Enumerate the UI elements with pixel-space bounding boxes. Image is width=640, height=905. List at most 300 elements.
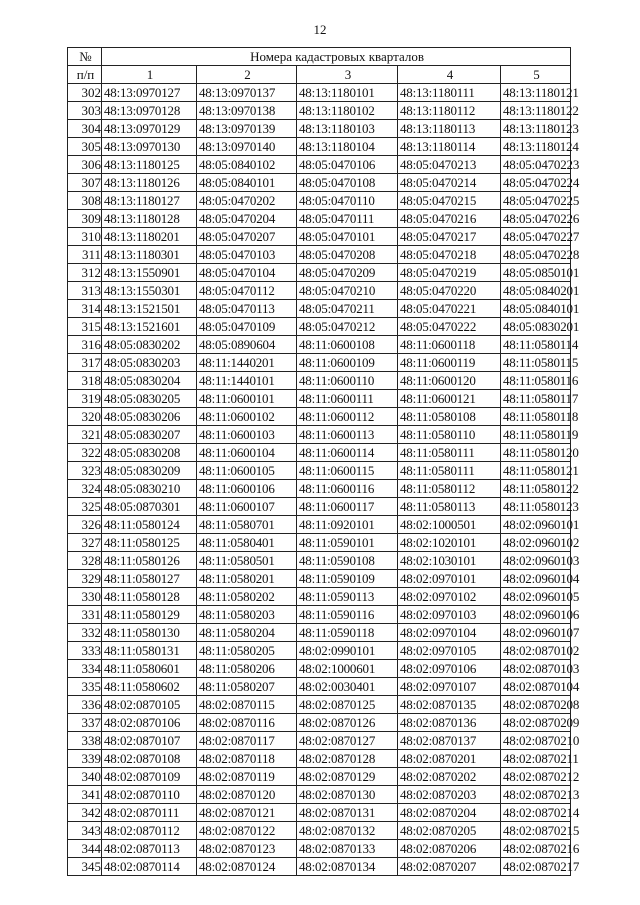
cadastral-quarter-cell: 48:02:0960103 — [501, 552, 571, 570]
cadastral-quarter-cell: 48:11:0600120 — [398, 372, 501, 390]
cadastral-quarter-cell: 48:02:0870208 — [501, 696, 571, 714]
row-number: 345 — [68, 858, 102, 876]
cadastral-quarter-cell: 48:02:0870132 — [297, 822, 398, 840]
row-number: 305 — [68, 138, 102, 156]
cadastral-quarter-cell: 48:02:0870111 — [102, 804, 197, 822]
table-row — [68, 642, 571, 660]
cadastral-quarter-cell: 48:11:0600113 — [297, 426, 398, 444]
cadastral-quarter-cell: 48:02:0870216 — [501, 840, 571, 858]
cadastral-quarter-cell: 48:11:0590101 — [297, 534, 398, 552]
row-number: 322 — [68, 444, 102, 462]
table-row — [68, 390, 571, 408]
cadastral-quarter-cell: 48:13:1180127 — [102, 192, 197, 210]
row-number: 320 — [68, 408, 102, 426]
table-row — [68, 372, 571, 390]
cadastral-quarter-cell: 48:05:0470104 — [197, 264, 297, 282]
cadastral-quarter-cell: 48:02:0870136 — [398, 714, 501, 732]
row-number: 330 — [68, 588, 102, 606]
cadastral-quarter-cell: 48:11:0580207 — [197, 678, 297, 696]
cadastral-quarter-cell: 48:05:0470216 — [398, 210, 501, 228]
cadastral-quarter-cell: 48:02:0870115 — [197, 696, 297, 714]
row-number: 316 — [68, 336, 102, 354]
row-number: 309 — [68, 210, 102, 228]
table-row — [68, 156, 571, 174]
cadastral-quarter-cell: 48:02:0960105 — [501, 588, 571, 606]
cadastral-quarter-cell: 48:02:0870107 — [102, 732, 197, 750]
cadastral-quarter-cell: 48:05:0470222 — [398, 318, 501, 336]
column-header-2: 2 — [197, 66, 297, 84]
cadastral-quarter-cell: 48:02:0870209 — [501, 714, 571, 732]
cadastral-quarter-cell: 48:02:0960104 — [501, 570, 571, 588]
cadastral-quarter-cell: 48:05:0470227 — [501, 228, 571, 246]
row-number: 319 — [68, 390, 102, 408]
cadastral-quarter-cell: 48:11:0590116 — [297, 606, 398, 624]
column-header-3: 3 — [297, 66, 398, 84]
cadastral-quarter-cell: 48:11:0600119 — [398, 354, 501, 372]
row-number: 304 — [68, 120, 102, 138]
cadastral-quarter-cell: 48:11:0580602 — [102, 678, 197, 696]
cadastral-quarter-cell: 48:02:0870133 — [297, 840, 398, 858]
row-number: 329 — [68, 570, 102, 588]
cadastral-quarter-cell: 48:02:0970101 — [398, 570, 501, 588]
cadastral-quarter-cell: 48:02:0030401 — [297, 678, 398, 696]
cadastral-quarter-cell: 48:11:1440101 — [197, 372, 297, 390]
cadastral-quarter-cell: 48:02:0870204 — [398, 804, 501, 822]
cadastral-quarter-cell: 48:13:1180111 — [398, 84, 501, 102]
cadastral-quarter-cell: 48:11:1440201 — [197, 354, 297, 372]
row-number: 344 — [68, 840, 102, 858]
cadastral-quarter-cell: 48:11:0580112 — [398, 480, 501, 498]
cadastral-quarter-cell: 48:05:0470218 — [398, 246, 501, 264]
cadastral-quarter-cell: 48:05:0470207 — [197, 228, 297, 246]
cadastral-quarter-cell: 48:13:1180122 — [501, 102, 571, 120]
cadastral-quarter-cell: 48:11:0580701 — [197, 516, 297, 534]
cadastral-quarter-cell: 48:13:1180128 — [102, 210, 197, 228]
row-number: 317 — [68, 354, 102, 372]
cadastral-quarter-cell: 48:11:0580113 — [398, 498, 501, 516]
cadastral-quarter-cell: 48:05:0830204 — [102, 372, 197, 390]
table-row — [68, 804, 571, 822]
row-number: 336 — [68, 696, 102, 714]
cadastral-quarter-cell: 48:11:0580128 — [102, 588, 197, 606]
cadastral-quarter-cell: 48:05:0470210 — [297, 282, 398, 300]
row-number: 343 — [68, 822, 102, 840]
row-number: 303 — [68, 102, 102, 120]
cadastral-quarter-cell: 48:05:0470209 — [297, 264, 398, 282]
table-row — [68, 84, 571, 102]
cadastral-quarter-cell: 48:11:0580205 — [197, 642, 297, 660]
table-row — [68, 102, 571, 120]
table-row — [68, 408, 571, 426]
cadastral-quarter-cell: 48:05:0470224 — [501, 174, 571, 192]
cadastral-quarter-cell: 48:13:0970139 — [197, 120, 297, 138]
cadastral-quarter-cell: 48:02:0960107 — [501, 624, 571, 642]
cadastral-quarter-cell: 48:13:0970129 — [102, 120, 197, 138]
cadastral-quarter-cell: 48:05:0470221 — [398, 300, 501, 318]
cadastral-quarter-cell: 48:02:0870205 — [398, 822, 501, 840]
table-row — [68, 480, 571, 498]
row-number: 331 — [68, 606, 102, 624]
cadastral-quarter-cell: 48:02:0870130 — [297, 786, 398, 804]
cadastral-quarter-cell: 48:05:0870301 — [102, 498, 197, 516]
cadastral-quarter-cell: 48:11:0580401 — [197, 534, 297, 552]
cadastral-quarter-cell: 48:05:0470220 — [398, 282, 501, 300]
cadastral-quarter-cell: 48:05:0470103 — [197, 246, 297, 264]
cadastral-quarter-cell: 48:11:0920101 — [297, 516, 398, 534]
cadastral-quarter-cell: 48:13:1180101 — [297, 84, 398, 102]
cadastral-quarter-cell: 48:05:0470213 — [398, 156, 501, 174]
cadastral-quarter-cell: 48:11:0600112 — [297, 408, 398, 426]
table-row — [68, 426, 571, 444]
cadastral-quarter-cell: 48:02:0870213 — [501, 786, 571, 804]
header-row-title — [68, 48, 571, 66]
cadastral-quarter-cell: 48:02:0870110 — [102, 786, 197, 804]
table-row — [68, 264, 571, 282]
cadastral-quarter-cell: 48:11:0580601 — [102, 660, 197, 678]
table-row — [68, 534, 571, 552]
cadastral-quarter-cell: 48:02:1000501 — [398, 516, 501, 534]
cadastral-quarter-cell: 48:11:0580117 — [501, 390, 571, 408]
cadastral-quarter-cell: 48:13:1180123 — [501, 120, 571, 138]
cadastral-quarter-cell: 48:02:0870102 — [501, 642, 571, 660]
cadastral-quarter-cell: 48:02:0970105 — [398, 642, 501, 660]
row-number: 310 — [68, 228, 102, 246]
cadastral-quarter-cell: 48:13:1521501 — [102, 300, 197, 318]
row-number: 333 — [68, 642, 102, 660]
cadastral-quarter-cell: 48:02:0870125 — [297, 696, 398, 714]
cadastral-quarter-cell: 48:02:0870211 — [501, 750, 571, 768]
cadastral-quarter-cell: 48:02:0870106 — [102, 714, 197, 732]
cadastral-quarter-cell: 48:05:0470101 — [297, 228, 398, 246]
cadastral-quarter-cell: 48:11:0580130 — [102, 624, 197, 642]
cadastral-quarter-cell: 48:05:0850101 — [501, 264, 571, 282]
cadastral-quarter-cell: 48:02:0870215 — [501, 822, 571, 840]
cadastral-quarter-cell: 48:11:0590113 — [297, 588, 398, 606]
cadastral-quarter-cell: 48:02:0870123 — [197, 840, 297, 858]
cadastral-quarter-cell: 48:11:0580121 — [501, 462, 571, 480]
cadastral-quarter-cell: 48:02:0870128 — [297, 750, 398, 768]
cadastral-quarter-cell: 48:11:0600121 — [398, 390, 501, 408]
table-row — [68, 624, 571, 642]
cadastral-quarter-cell: 48:13:1180113 — [398, 120, 501, 138]
cadastral-quarter-cell: 48:02:1000601 — [297, 660, 398, 678]
cadastral-quarter-cell: 48:05:0890604 — [197, 336, 297, 354]
table-row — [68, 120, 571, 138]
cadastral-quarter-cell: 48:13:1180124 — [501, 138, 571, 156]
cadastral-quarter-cell: 48:02:0870129 — [297, 768, 398, 786]
row-number: 334 — [68, 660, 102, 678]
cadastral-quarter-cell: 48:13:0970140 — [197, 138, 297, 156]
table-title: Номера кадастровых кварталов — [102, 48, 571, 66]
row-number: 341 — [68, 786, 102, 804]
cadastral-quarter-cell: 48:11:0600116 — [297, 480, 398, 498]
cadastral-quarter-cell: 48:02:0970103 — [398, 606, 501, 624]
row-number: 321 — [68, 426, 102, 444]
cadastral-quarter-cell: 48:02:0870210 — [501, 732, 571, 750]
row-number: 335 — [68, 678, 102, 696]
row-number: 313 — [68, 282, 102, 300]
cadastral-quarter-cell: 48:11:0600109 — [297, 354, 398, 372]
table-row — [68, 840, 571, 858]
cadastral-quarter-cell: 48:02:0870203 — [398, 786, 501, 804]
table-body — [68, 84, 580, 876]
table-row — [68, 732, 571, 750]
cadastral-quarter-cell: 48:02:0960106 — [501, 606, 571, 624]
cadastral-quarter-cell: 48:11:0580114 — [501, 336, 571, 354]
row-number: 342 — [68, 804, 102, 822]
cadastral-quarter-cell: 48:02:0970104 — [398, 624, 501, 642]
cadastral-quarter-cell: 48:11:0580124 — [102, 516, 197, 534]
cadastral-quarter-cell: 48:05:0470217 — [398, 228, 501, 246]
cadastral-quarter-cell: 48:11:0580122 — [501, 480, 571, 498]
cadastral-quarter-cell: 48:05:0470112 — [197, 282, 297, 300]
cadastral-quarter-cell: 48:02:0870131 — [297, 804, 398, 822]
table-row — [68, 606, 571, 624]
table-row — [68, 192, 571, 210]
table-row — [68, 300, 571, 318]
cadastral-quarter-cell: 48:11:0600110 — [297, 372, 398, 390]
row-number: 340 — [68, 768, 102, 786]
cadastral-quarter-cell: 48:13:1180103 — [297, 120, 398, 138]
cadastral-quarter-cell: 48:13:1180126 — [102, 174, 197, 192]
cadastral-quarter-cell: 48:02:0870117 — [197, 732, 297, 750]
table-row — [68, 516, 571, 534]
cadastral-quarter-cell: 48:02:0870135 — [398, 696, 501, 714]
cadastral-quarter-cell: 48:05:0470211 — [297, 300, 398, 318]
cadastral-quarters-table — [67, 47, 580, 876]
cadastral-quarter-cell: 48:11:0600111 — [297, 390, 398, 408]
table-row — [68, 714, 571, 732]
cadastral-quarter-cell: 48:13:1180102 — [297, 102, 398, 120]
cadastral-quarter-cell: 48:11:0580110 — [398, 426, 501, 444]
cadastral-quarter-cell: 48:13:1180201 — [102, 228, 197, 246]
cadastral-quarter-cell: 48:11:0600108 — [297, 336, 398, 354]
cadastral-quarter-cell: 48:05:0470225 — [501, 192, 571, 210]
cadastral-quarter-cell: 48:11:0580119 — [501, 426, 571, 444]
cadastral-quarter-cell: 48:02:0870134 — [297, 858, 398, 876]
cadastral-quarter-cell: 48:05:0470113 — [197, 300, 297, 318]
cadastral-quarter-cell: 48:02:0870108 — [102, 750, 197, 768]
table-row — [68, 552, 571, 570]
cadastral-quarter-cell: 48:02:0870127 — [297, 732, 398, 750]
cadastral-quarter-cell: 48:02:0970106 — [398, 660, 501, 678]
cadastral-quarter-cell: 48:11:0580120 — [501, 444, 571, 462]
cadastral-quarter-cell: 48:13:0970128 — [102, 102, 197, 120]
cadastral-quarter-cell: 48:13:1521601 — [102, 318, 197, 336]
row-number: 311 — [68, 246, 102, 264]
cadastral-quarter-cell: 48:05:0830201 — [501, 318, 571, 336]
cadastral-quarter-cell: 48:13:0970130 — [102, 138, 197, 156]
cadastral-quarter-cell: 48:05:0470208 — [297, 246, 398, 264]
cadastral-quarter-cell: 48:11:0600103 — [197, 426, 297, 444]
table-row — [68, 246, 571, 264]
cadastral-quarter-cell: 48:11:0600118 — [398, 336, 501, 354]
cadastral-quarter-cell: 48:02:0960102 — [501, 534, 571, 552]
table-row — [68, 282, 571, 300]
cadastral-quarter-cell: 48:02:0870118 — [197, 750, 297, 768]
cadastral-quarter-cell: 48:11:0600107 — [197, 498, 297, 516]
cadastral-quarter-cell: 48:02:0870217 — [501, 858, 571, 876]
column-header-5: 5 — [501, 66, 571, 84]
page-number: 12 — [313, 22, 327, 37]
cadastral-quarter-cell: 48:05:0470110 — [297, 192, 398, 210]
cadastral-quarter-cell: 48:02:0870119 — [197, 768, 297, 786]
num-column-header-bottom: п/п — [68, 66, 102, 84]
cadastral-quarter-cell: 48:05:0470214 — [398, 174, 501, 192]
row-number: 332 — [68, 624, 102, 642]
cadastral-quarter-cell: 48:11:0580118 — [501, 408, 571, 426]
cadastral-quarter-cell: 48:11:0580111 — [398, 462, 501, 480]
cadastral-quarter-cell: 48:05:0470219 — [398, 264, 501, 282]
cadastral-quarter-cell: 48:02:0970107 — [398, 678, 501, 696]
cadastral-quarter-cell: 48:11:0600104 — [197, 444, 297, 462]
cadastral-quarter-cell: 48:11:0590108 — [297, 552, 398, 570]
table-row — [68, 462, 571, 480]
cadastral-quarter-cell: 48:05:0470106 — [297, 156, 398, 174]
cadastral-quarter-cell: 48:11:0580116 — [501, 372, 571, 390]
cadastral-quarter-cell: 48:11:0580206 — [197, 660, 297, 678]
row-number: 315 — [68, 318, 102, 336]
cadastral-quarter-cell: 48:02:0870126 — [297, 714, 398, 732]
row-number: 323 — [68, 462, 102, 480]
table-row — [68, 660, 571, 678]
cadastral-quarter-cell: 48:11:0580126 — [102, 552, 197, 570]
table-row — [68, 768, 571, 786]
cadastral-quarter-cell: 48:02:0870120 — [197, 786, 297, 804]
cadastral-quarter-cell: 48:02:0870104 — [501, 678, 571, 696]
cadastral-quarter-cell: 48:02:0870121 — [197, 804, 297, 822]
column-header-1: 1 — [102, 66, 197, 84]
cadastral-quarter-cell: 48:02:0870207 — [398, 858, 501, 876]
row-number: 328 — [68, 552, 102, 570]
cadastral-quarter-cell: 48:11:0580129 — [102, 606, 197, 624]
cadastral-quarter-cell: 48:05:0830206 — [102, 408, 197, 426]
row-number: 307 — [68, 174, 102, 192]
row-number: 327 — [68, 534, 102, 552]
cadastral-quarter-cell: 48:13:1180112 — [398, 102, 501, 120]
cadastral-quarter-cell: 48:11:0600102 — [197, 408, 297, 426]
cadastral-quarter-cell: 48:02:0870105 — [102, 696, 197, 714]
cadastral-quarter-cell: 48:02:0970102 — [398, 588, 501, 606]
cadastral-quarter-cell: 48:02:0960101 — [501, 516, 571, 534]
row-number: 325 — [68, 498, 102, 516]
cadastral-quarter-cell: 48:11:0600115 — [297, 462, 398, 480]
cadastral-quarter-cell: 48:02:0870214 — [501, 804, 571, 822]
row-number: 318 — [68, 372, 102, 390]
table-row — [68, 228, 571, 246]
cadastral-quarter-cell: 48:05:0840101 — [197, 174, 297, 192]
cadastral-quarter-cell: 48:13:1550301 — [102, 282, 197, 300]
cadastral-quarter-cell: 48:11:0600106 — [197, 480, 297, 498]
cadastral-quarter-cell: 48:05:0470111 — [297, 210, 398, 228]
cadastral-quarter-cell: 48:02:1030101 — [398, 552, 501, 570]
cadastral-quarter-cell: 48:11:0580501 — [197, 552, 297, 570]
cadastral-quarter-cell: 48:11:0580203 — [197, 606, 297, 624]
cadastral-quarter-cell: 48:05:0830210 — [102, 480, 197, 498]
table-row — [68, 588, 571, 606]
cadastral-quarter-cell: 48:11:0580108 — [398, 408, 501, 426]
cadastral-quarter-cell: 48:02:0870113 — [102, 840, 197, 858]
cadastral-quarter-cell: 48:02:0870112 — [102, 822, 197, 840]
cadastral-quarter-cell: 48:11:0580125 — [102, 534, 197, 552]
cadastral-quarter-cell: 48:05:0470215 — [398, 192, 501, 210]
cadastral-quarter-cell: 48:13:1180301 — [102, 246, 197, 264]
table-row — [68, 210, 571, 228]
cadastral-quarter-cell: 48:11:0580123 — [501, 498, 571, 516]
cadastral-quarter-cell: 48:02:0870114 — [102, 858, 197, 876]
cadastral-quarter-cell: 48:11:0590118 — [297, 624, 398, 642]
table-row — [68, 822, 571, 840]
cadastral-quarter-cell: 48:05:0830208 — [102, 444, 197, 462]
cadastral-quarter-cell: 48:05:0470202 — [197, 192, 297, 210]
column-header-4: 4 — [398, 66, 501, 84]
table-row — [68, 570, 571, 588]
cadastral-quarter-cell: 48:13:1180125 — [102, 156, 197, 174]
cadastral-quarter-cell: 48:05:0840101 — [501, 300, 571, 318]
cadastral-quarter-cell: 48:02:0990101 — [297, 642, 398, 660]
cadastral-quarter-cell: 48:05:0470223 — [501, 156, 571, 174]
table-row — [68, 858, 571, 876]
cadastral-quarter-cell: 48:05:0830202 — [102, 336, 197, 354]
cadastral-quarter-cell: 48:02:0870212 — [501, 768, 571, 786]
cadastral-quarter-cell: 48:05:0830207 — [102, 426, 197, 444]
table-row — [68, 750, 571, 768]
cadastral-quarter-cell: 48:02:0870137 — [398, 732, 501, 750]
cadastral-quarter-cell: 48:05:0840201 — [501, 282, 571, 300]
cadastral-quarter-cell: 48:02:0870202 — [398, 768, 501, 786]
cadastral-quarter-cell: 48:05:0830205 — [102, 390, 197, 408]
cadastral-quarter-cell: 48:11:0600117 — [297, 498, 398, 516]
row-number: 337 — [68, 714, 102, 732]
table-row — [68, 498, 571, 516]
row-number: 338 — [68, 732, 102, 750]
cadastral-quarter-cell: 48:13:1180121 — [501, 84, 571, 102]
table-row — [68, 444, 571, 462]
row-number: 339 — [68, 750, 102, 768]
row-number: 302 — [68, 84, 102, 102]
cadastral-quarter-cell: 48:13:0970127 — [102, 84, 197, 102]
cadastral-quarter-cell: 48:11:0590109 — [297, 570, 398, 588]
row-number: 306 — [68, 156, 102, 174]
cadastral-quarter-cell: 48:02:0870206 — [398, 840, 501, 858]
table-row — [68, 678, 571, 696]
cadastral-quarter-cell: 48:11:0580201 — [197, 570, 297, 588]
cadastral-quarter-cell: 48:05:0470204 — [197, 210, 297, 228]
table-row — [68, 138, 571, 156]
row-number: 308 — [68, 192, 102, 210]
cadastral-quarter-cell: 48:05:0470226 — [501, 210, 571, 228]
cadastral-quarter-cell: 48:05:0830209 — [102, 462, 197, 480]
row-number: 312 — [68, 264, 102, 282]
header-row-columns — [68, 66, 571, 84]
cadastral-quarter-cell: 48:02:0870109 — [102, 768, 197, 786]
table-row — [68, 354, 571, 372]
cadastral-quarter-cell: 48:11:0580111 — [398, 444, 501, 462]
table-row — [68, 318, 571, 336]
table-row — [68, 174, 571, 192]
cadastral-quarter-cell: 48:11:0580131 — [102, 642, 197, 660]
cadastral-quarter-cell: 48:13:1550901 — [102, 264, 197, 282]
cadastral-quarter-cell: 48:13:1180114 — [398, 138, 501, 156]
cadastral-quarter-cell: 48:13:1180104 — [297, 138, 398, 156]
table-row — [68, 336, 571, 354]
cadastral-quarter-cell: 48:11:0580202 — [197, 588, 297, 606]
cadastral-quarter-cell: 48:05:0830203 — [102, 354, 197, 372]
row-number: 324 — [68, 480, 102, 498]
cadastral-quarter-cell: 48:05:0470228 — [501, 246, 571, 264]
cadastral-quarter-cell: 48:05:0470212 — [297, 318, 398, 336]
num-column-header-top: № — [68, 48, 102, 66]
